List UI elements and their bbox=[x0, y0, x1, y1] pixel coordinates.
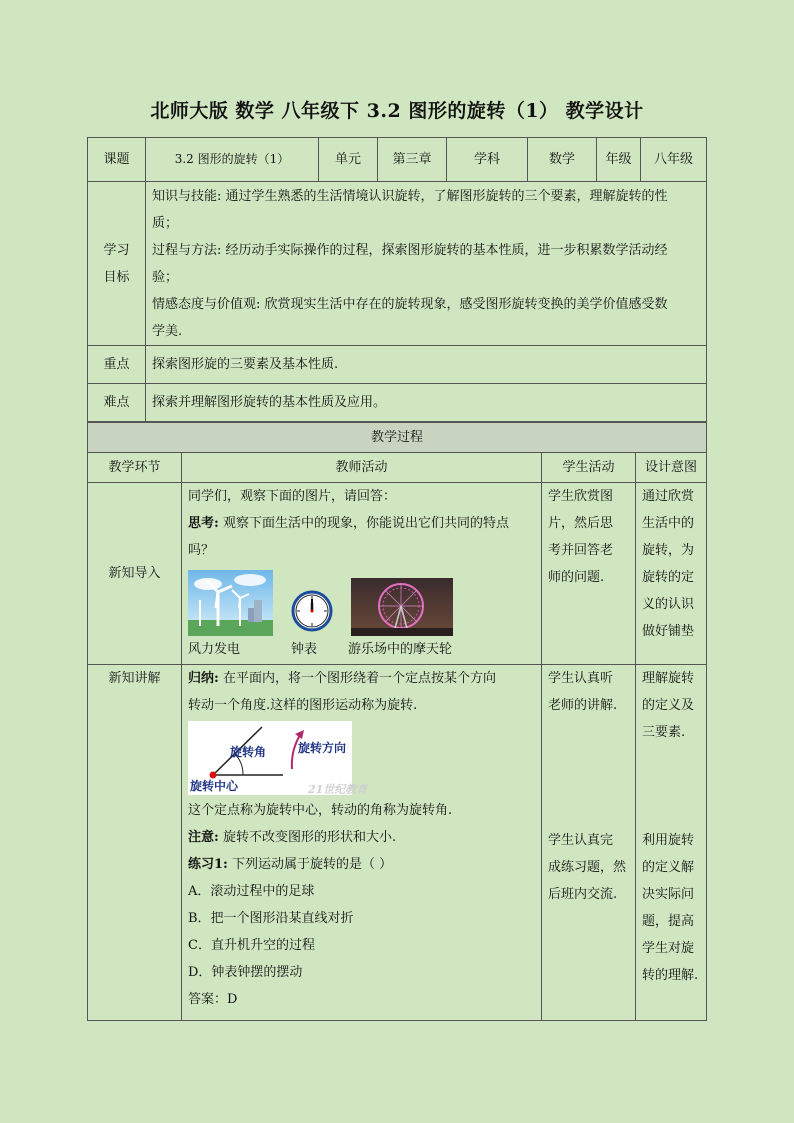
stage-intro: 新知导入 bbox=[88, 483, 182, 665]
caption-wind-power: 风力发电 bbox=[188, 642, 241, 657]
key-point-label: 重点 bbox=[88, 346, 146, 384]
grade-value: 八年级 bbox=[641, 138, 707, 182]
think-label: 思考: bbox=[188, 516, 219, 531]
grade-label: 年级 bbox=[597, 138, 641, 182]
objectives-text bbox=[146, 182, 707, 346]
objective-line: 验； bbox=[152, 269, 179, 285]
lesson-info-table bbox=[87, 137, 707, 422]
process-header: 教学过程 bbox=[88, 423, 707, 453]
lesson-value: 3.2 图形的旋转（1） bbox=[146, 138, 319, 182]
teacher-activity-explain: 归纳: 在平面内，将一个图形绕着一个定点按某个方向 转动一个角度.这样的图形运动称为旋转. 21世纪教育 旋转角 旋转方向 旋转中心 这个定点称为旋转中心，转动的角称为旋转角. 注意: 旋转不改变图形的形状和大小. 练习1: 下列运动属于旋转的是（ ） A．滚动过程中的足球 B．把一个图形沿某直线对折 C．直升机升空的过程 D．钟表钟摆的摆动 答案：D bbox=[182, 665, 542, 1021]
col-stage-header: 教学环节 bbox=[88, 453, 182, 483]
col-design-header: 设计意图 bbox=[636, 453, 707, 483]
option-c: C．直升机升空的过程 bbox=[188, 938, 315, 953]
unit-value: 第三章 bbox=[378, 138, 447, 182]
objective-line: 情感态度与价值观: 欣赏现实生活中存在的旋转现象，感受图形旋转变换的美学价值感受数 bbox=[152, 296, 668, 312]
wind-turbine-image bbox=[188, 570, 273, 636]
option-b: B．把一个图形沿某直线对折 bbox=[188, 911, 354, 926]
key-point-text: 探索图形旋的三要素及基本性质. bbox=[146, 346, 707, 384]
objective-line: 过程与方法: 经历动手实际操作的过程，探索图形旋转的基本性质，进一步积累数学活动经 bbox=[152, 242, 668, 258]
document-title: 北师大版 数学 八年级下 3.2 图形的旋转（1） 教学设计 bbox=[150, 100, 644, 122]
difficulty-text: 探索并理解图形旋转的基本性质及应用。 bbox=[146, 384, 707, 422]
option-a: A．滚动过程中的足球 bbox=[188, 884, 315, 899]
unit-label: 单元 bbox=[319, 138, 378, 182]
subject-label: 学科 bbox=[447, 138, 528, 182]
teaching-process-table bbox=[87, 422, 707, 1021]
objectives-label: 学习 目标 bbox=[88, 182, 146, 346]
note-label: 注意: bbox=[188, 830, 219, 845]
teacher-activity-intro: 同学们，观察下面的图片，请回答： 思考: 观察下面生活中的现象，你能说出它们共同的特点 吗？ 风力发电 钟表 游乐场中的摩天轮 bbox=[182, 483, 542, 665]
stage-explain: 新知讲解 bbox=[88, 665, 182, 1021]
caption-clock: 钟表 bbox=[291, 642, 318, 657]
picture-strip bbox=[188, 566, 535, 636]
difficulty-label: 难点 bbox=[88, 384, 146, 422]
rotation-diagram bbox=[188, 721, 368, 796]
exercise-label: 练习1: bbox=[188, 857, 228, 872]
student-activity-explain: 学生认真听 老师的讲解. 学生认真完 成练习题，然 后班内交流. bbox=[542, 665, 636, 1021]
label-rotation-angle: 旋转角 bbox=[230, 745, 267, 759]
option-d: D．钟表钟摆的摆动 bbox=[188, 965, 303, 980]
label-rotation-center: 旋转中心 bbox=[190, 779, 239, 793]
summary-label: 归纳: bbox=[188, 671, 219, 686]
ferris-wheel-image bbox=[351, 578, 453, 636]
col-student-header: 学生活动 bbox=[542, 453, 636, 483]
answer: 答案：D bbox=[188, 992, 238, 1007]
subject-value: 数学 bbox=[528, 138, 597, 182]
design-intent-intro: 通过欣赏 生活中的 旋转，为 旋转的定 义的认识 做好铺垫 bbox=[636, 483, 707, 665]
lesson-label: 课题 bbox=[88, 138, 146, 182]
col-teacher-header: 教师活动 bbox=[182, 453, 542, 483]
clock-image bbox=[291, 590, 333, 632]
watermark-text: 21世纪教育 bbox=[308, 783, 368, 796]
objective-line: 学美. bbox=[152, 323, 183, 339]
objective-line: 质； bbox=[152, 215, 179, 231]
objective-line: 知识与技能: 通过学生熟悉的生活情境认识旋转，了解图形旋转的三个要素，理解旋转的性 bbox=[152, 188, 668, 204]
design-intent-explain: 理解旋转 的定义及 三要素. 利用旋转 的定义解 决实际问 题，提高 学生对旋 转的理解. bbox=[636, 665, 707, 1021]
caption-ferris-wheel: 游乐场中的摩天轮 bbox=[348, 642, 453, 657]
student-activity-intro: 学生欣赏图 片，然后思 考并回答老 师的问题. bbox=[542, 483, 636, 665]
label-rotation-direction: 旋转方向 bbox=[298, 741, 347, 755]
